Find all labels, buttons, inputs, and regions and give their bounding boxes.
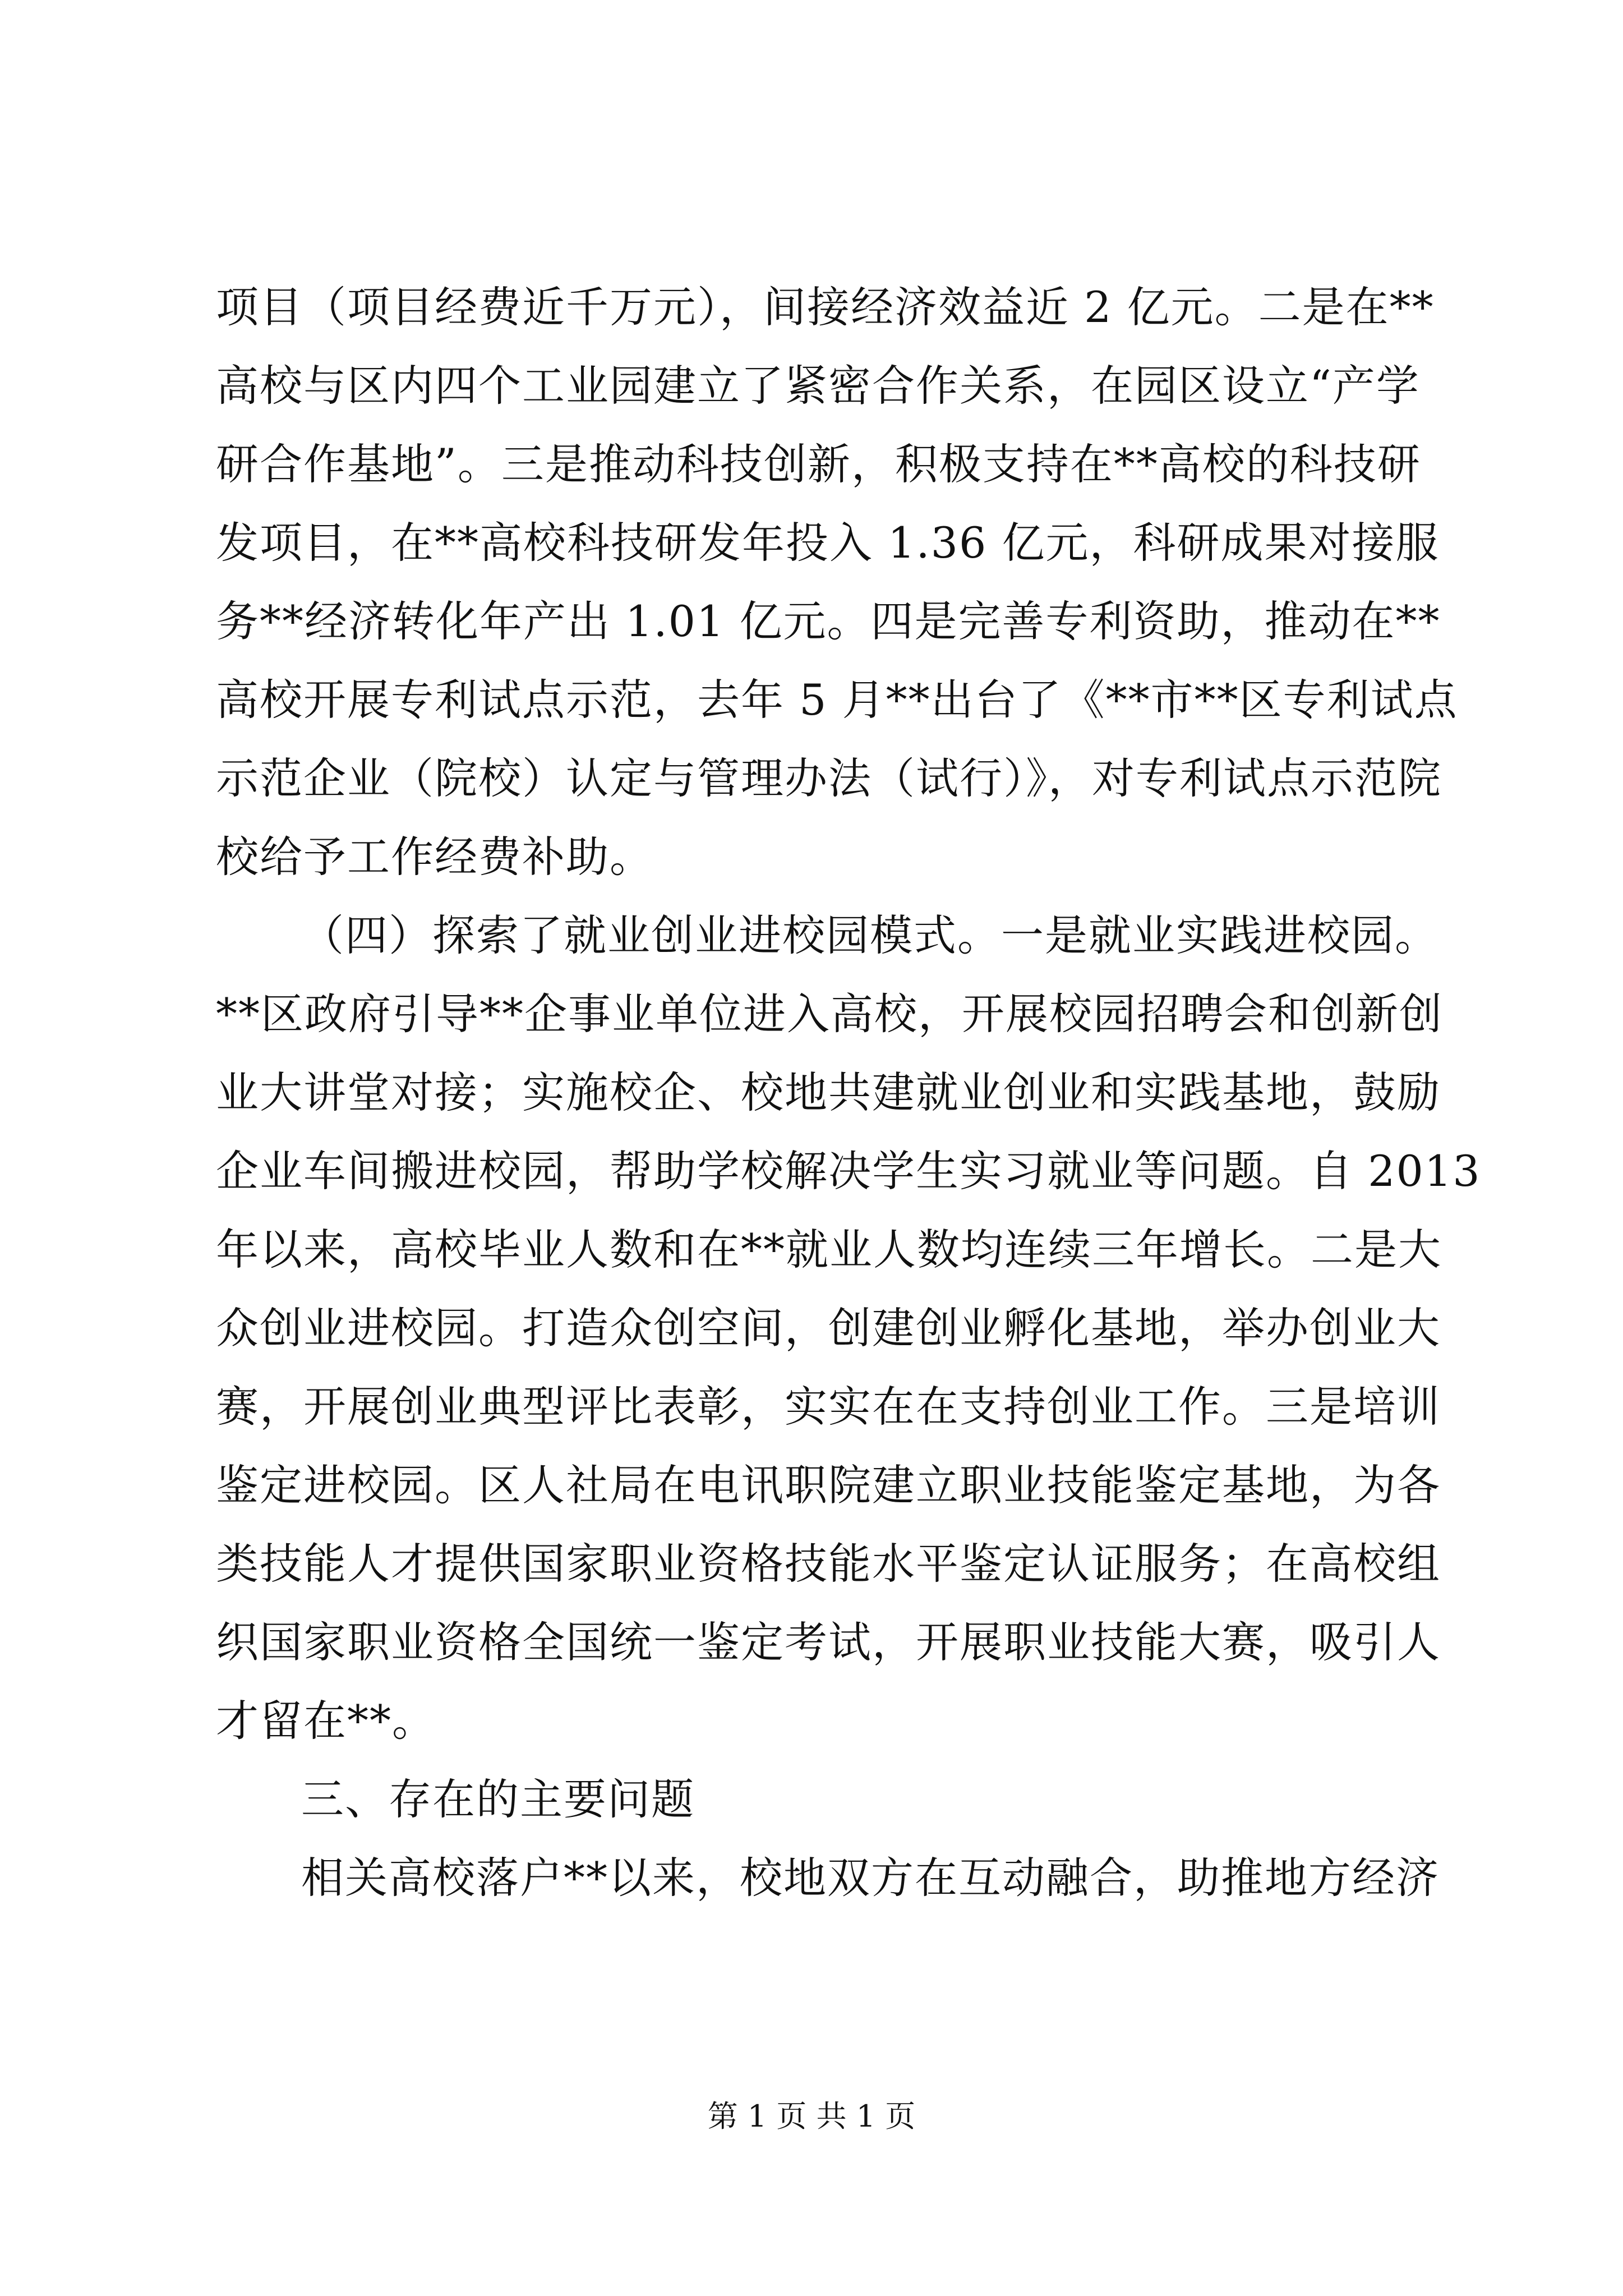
- body-line: 才留在**。: [216, 1696, 436, 1746]
- body-line: 务**经济转化年产出 1.01 亿元。四是完善专利资助，推动在**: [216, 596, 1441, 646]
- body-line: 鉴定进校园。区人社局在电讯职院建立职业技能鉴定基地，为各: [216, 1460, 1441, 1510]
- body-line: 众创业进校园。打造众创空间，创建创业孵化基地，举办创业大: [216, 1303, 1441, 1353]
- body-line: 赛，开展创业典型评比表彰，实实在在支持创业工作。三是培训: [216, 1382, 1441, 1432]
- body-line: 业大讲堂对接；实施校企、校地共建就业创业和实践基地，鼓励: [216, 1068, 1441, 1117]
- body-line: 织国家职业资格全国统一鉴定考试，开展职业技能大赛，吸引人: [216, 1617, 1441, 1667]
- body-line: 发项目，在**高校科技研发年投入 1.36 亿元，科研成果对接服: [216, 518, 1440, 568]
- section-heading-4: （四）探索了就业创业进校园模式。一是就业实践进校园。: [301, 910, 1438, 960]
- body-line: 示范企业（院校）认定与管理办法（试行）》，对专利试点示范院: [216, 753, 1442, 803]
- body-line: 项目（项目经费近千万元），间接经济效益近 2 亿元。二是在**: [216, 282, 1435, 332]
- body-line: 企业车间搬进校园，帮助学校解决学生实习就业等问题。自 2013: [216, 1146, 1481, 1196]
- body-line: 类技能人才提供国家职业资格技能水平鉴定认证服务；在高校组: [216, 1539, 1441, 1589]
- section-heading-3: 三、存在的主要问题: [301, 1774, 695, 1824]
- body-line: 年以来，高校毕业人数和在**就业人数均连续三年增长。二是大: [216, 1225, 1442, 1274]
- page-number-footer: 第 1 页 共 1 页: [707, 2099, 916, 2134]
- body-line: **区政府引导**企事业单位进入高校，开展校园招聘会和创新创: [216, 989, 1443, 1039]
- body-line: 高校开展专利试点示范，去年 5 月**出台了《**市**区专利试点: [216, 675, 1458, 725]
- body-line: 校给予工作经费补助。: [216, 832, 653, 882]
- body-line: 高校与区内四个工业园建立了紧密合作关系，在园区设立“产学: [216, 361, 1420, 411]
- body-line: 相关高校落户**以来，校地双方在互动融合，助推地方经济: [301, 1853, 1440, 1903]
- body-line: 研合作基地”。三是推动科技创新，积极支持在**高校的科技研: [216, 439, 1421, 489]
